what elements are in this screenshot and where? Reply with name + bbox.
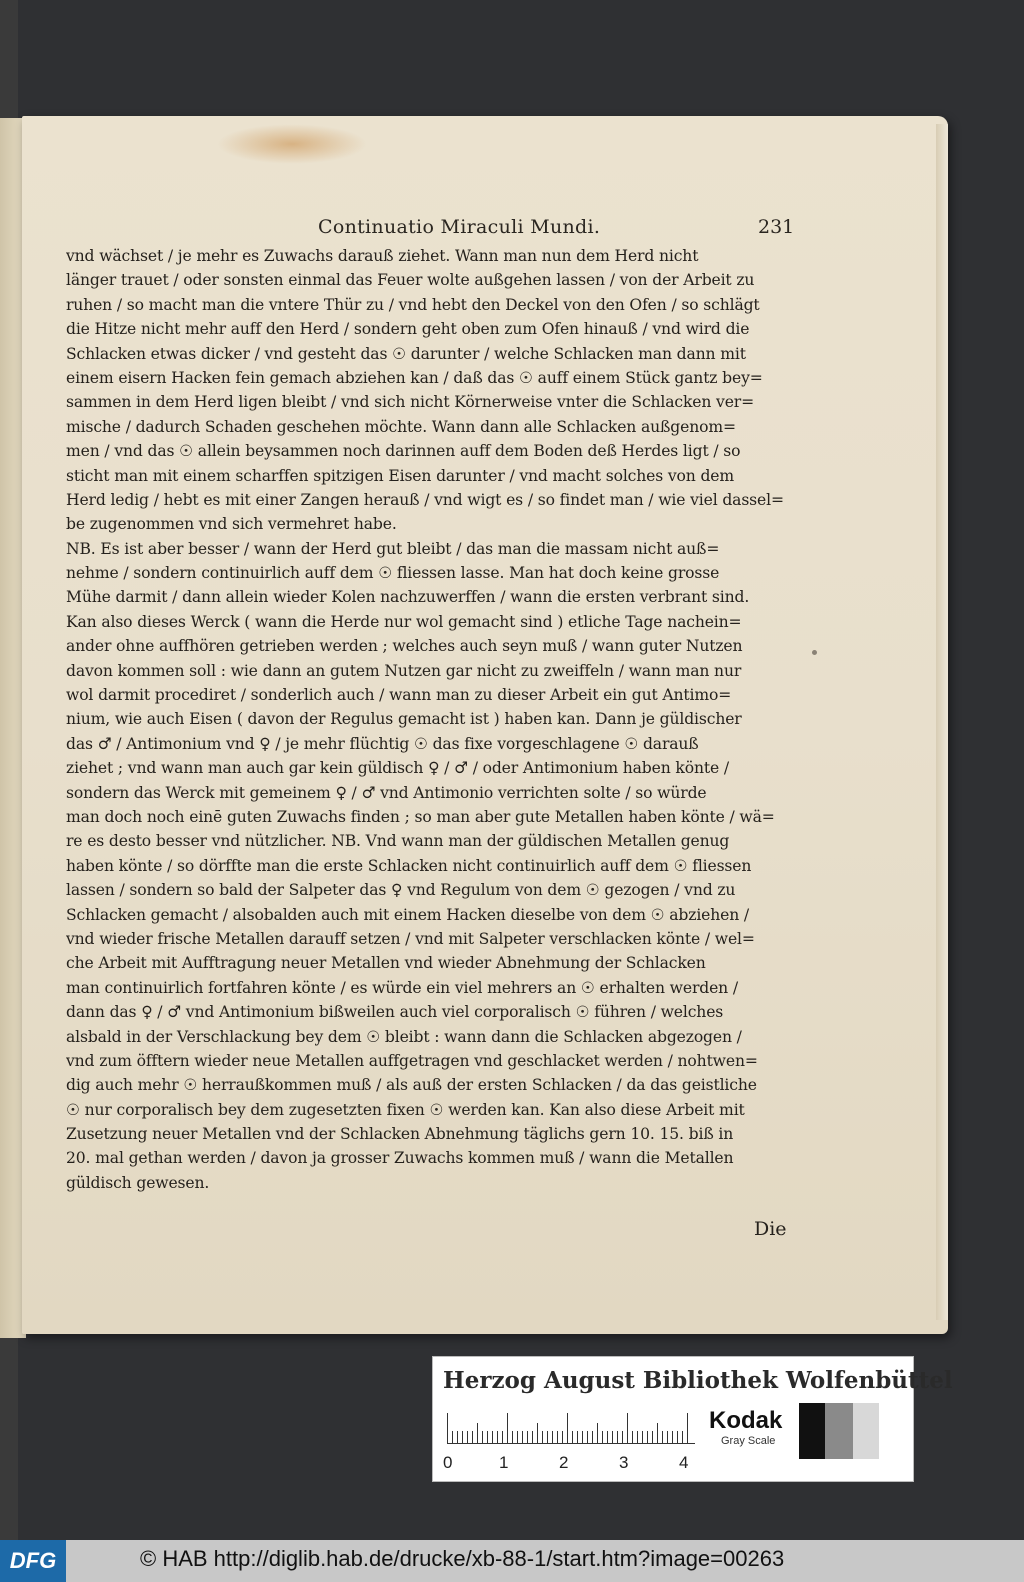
ruler-tick <box>517 1431 518 1443</box>
ruler-tick <box>672 1431 673 1443</box>
ruler-tick <box>507 1413 508 1443</box>
color-reference-card <box>432 1356 953 1482</box>
text-line: Schlacken etwas dicker / vnd gesteht das ☉ darunter / welche Schlacken man dann mit <box>66 344 746 363</box>
ruler-tick <box>547 1431 548 1443</box>
text-line: vnd zum öfftern wieder neue Metallen auffgetragen vnd geschlacket werden / nohtwen= <box>66 1051 758 1070</box>
text-line: men / vnd das ☉ allein beysammen noch darinnen auff dem Boden deß Herdes ligt / so <box>66 442 741 461</box>
text-line: man doch noch einē guten Zuwachs finden ; so man aber gute Metallen haben könte / wä= <box>66 807 775 826</box>
margin-dot <box>812 650 817 655</box>
text-line: Kan also dieses Werck ( wann die Herde nur wol gemacht sind ) etliche Tage nachein= <box>66 612 742 631</box>
gray-swatch-mid <box>825 1403 853 1459</box>
ruler-label-1: 1 <box>499 1453 509 1472</box>
text-line: alsbald in der Verschlackung bey dem ☉ bleibt : wann dann die Schlacken abgezogen / <box>66 1027 742 1046</box>
ruler-tick <box>592 1431 593 1443</box>
ruler-tick <box>682 1431 683 1443</box>
ruler-tick <box>492 1431 493 1443</box>
ruler-tick <box>587 1431 588 1443</box>
text-line: einem eisern Hacken fein gemach abziehen kan / daß das ☉ auff einem Stück gantz bey= <box>66 368 763 387</box>
text-line: ander ohne auffhören getrieben werden ; welches auch seyn muß / wann guter Nutzen <box>66 637 743 656</box>
text-line: re es desto besser vnd nützlicher. NB. Vnd wann man der güldischen Metallen genug <box>66 832 730 851</box>
catchword: Die <box>754 1218 787 1240</box>
ruler-scale <box>447 1413 695 1444</box>
text-line: güldisch gewesen. <box>66 1173 210 1192</box>
ruler-tick <box>627 1413 628 1443</box>
text-line: vnd wächset / je mehr es Zuwachs darauß ziehet. Wann man nun dem Herd nicht <box>66 247 699 265</box>
ruler-tick <box>632 1431 633 1443</box>
book-page <box>22 116 948 1334</box>
ruler-label-0: 0 <box>443 1453 453 1472</box>
footer-bar <box>0 1540 1024 1582</box>
ruler-tick <box>477 1423 478 1443</box>
water-stain <box>217 124 367 164</box>
ruler-tick <box>622 1431 623 1443</box>
ruler-tick <box>637 1431 638 1443</box>
text-line: das ♂ / Antimonium vnd ♀ / je mehr flüchtig ☉ das fixe vorgeschlagene ☉ darauß <box>66 734 699 753</box>
text-line: man continuirlich fortfahren könte / es würde ein viel mehrers an ☉ erhalten werden / <box>66 978 738 997</box>
ruler-tick <box>562 1431 563 1443</box>
text-line: davon kommen soll : wie dann an gutem Nutzen gar nicht zu zweiffeln / wann man nur <box>66 661 742 680</box>
copyright-url[interactable]: © HAB http://diglib.hab.de/drucke/xb-88-1/start.htm?image=00263 <box>140 1546 785 1571</box>
text-line: haben könte / so dörffte man die erste Schlacken nicht continuirlich auff dem ☉ fliessen <box>66 856 752 875</box>
text-line: lassen / sondern so bald der Salpeter das ♀ vnd Regulum von dem ☉ gezogen / vnd zu <box>66 881 736 900</box>
ruler-tick <box>447 1413 448 1443</box>
text-line: ☉ nur corporalisch bey dem zugesetzten fixen ☉ werden kan. Kan also diese Arbeit mit <box>66 1100 745 1119</box>
ruler-tick <box>687 1413 688 1443</box>
running-head: Continuatio Miraculi Mundi. <box>318 216 601 238</box>
body-text <box>66 244 826 1195</box>
gray-swatch-light <box>853 1403 879 1459</box>
ruler-label-4: 4 <box>679 1453 689 1472</box>
ruler-label-3: 3 <box>619 1453 629 1472</box>
text-line: länger trauet / oder sonsten einmal das Feuer wolte außgehen lassen / von der Arbeit zu <box>66 271 755 290</box>
text-line: vnd wieder frische Metallen darauff setzen / vnd mit Salpeter verschlacken könte / wel= <box>66 929 755 948</box>
text-line: che Arbeit mit Aufftragung neuer Metallen vnd wieder Abnehmung der Schlacken <box>66 954 706 973</box>
text-line: nehme / sondern continuirlich auff dem ☉ fliessen lasse. Man hat doch keine grosse <box>66 564 720 583</box>
ruler-tick <box>512 1431 513 1443</box>
dfg-logo: DFG <box>0 1540 66 1582</box>
text-line: nium, wie auch Eisen ( davon der Regulus gemacht ist ) haben kan. Dann je güldischer <box>66 710 742 729</box>
text-line: die Hitze nicht mehr auff den Herd / sondern geht oben zum Ofen hinauß / vnd wird die <box>66 320 750 339</box>
ruler-label-2: 2 <box>559 1453 569 1472</box>
ruler-tick <box>602 1431 603 1443</box>
text-line: be zugenommen vnd sich vermehret habe. <box>66 515 397 534</box>
text-line: mische / dadurch Schaden geschehen möchte. Wann dann alle Schlacken außgenom= <box>66 417 736 436</box>
text-line: NB. Es ist aber besser / wann der Herd gut bleibt / das man die massam nicht auß= <box>66 539 720 558</box>
ruler-tick <box>542 1431 543 1443</box>
ruler-tick <box>457 1431 458 1443</box>
ruler-tick <box>557 1431 558 1443</box>
text-line: dann das ♀ / ♂ vnd Antimonium bißweilen auch viel corporalisch ☉ führen / welches <box>66 1003 724 1022</box>
ruler-tick <box>552 1431 553 1443</box>
gray-swatch-black <box>799 1403 825 1459</box>
ruler-tick <box>527 1431 528 1443</box>
text-line: Herd ledig / hebt es mit einer Zangen herauß / vnd wigt es / so findet man / wie viel dassel= <box>66 490 784 509</box>
ruler-tick <box>582 1431 583 1443</box>
text-line: wol darmit procediret / sonderlich auch / wann man zu dieser Arbeit ein gut Antimo= <box>66 686 732 705</box>
page-number: 231 <box>758 216 795 238</box>
ruler-tick <box>462 1431 463 1443</box>
ruler-tick <box>482 1431 483 1443</box>
ruler-tick <box>667 1431 668 1443</box>
text-line: Mühe darmit / dann allein wieder Kolen nachzuwerffen / wann die ersten verbrant sind. <box>66 588 750 607</box>
ruler-tick <box>597 1423 598 1443</box>
gray-scale-label: Gray Scale <box>721 1435 776 1447</box>
ruler-tick <box>572 1431 573 1443</box>
ruler-tick <box>652 1431 653 1443</box>
ruler-tick <box>662 1431 663 1443</box>
ruler-tick <box>657 1423 658 1443</box>
text-line: ziehet ; vnd wann man auch gar kein güldisch ♀ / ♂ / oder Antimonium haben könte / <box>66 759 729 778</box>
ruler-tick <box>452 1431 453 1443</box>
text-line: sondern das Werck mit gemeinem ♀ / ♂ vnd Antimonio verrichten solte / so würde <box>66 783 707 802</box>
text-line: 20. mal gethan werden / davon ja grosser Zuwachs kommen muß / wann die Metallen <box>66 1149 734 1168</box>
text-line: ruhen / so macht man die vntere Thür zu / vnd hebt den Deckel von den Ofen / so schlägt <box>66 295 760 314</box>
ruler-tick <box>567 1413 568 1443</box>
ruler-tick <box>522 1431 523 1443</box>
text-line: Schlacken gemacht / alsobalden auch mit einem Hacken dieselbe von dem ☉ abziehen / <box>66 905 750 924</box>
ruler-tick <box>502 1431 503 1443</box>
text-line: Zusetzung neuer Metallen vnd der Schlacken Abnehmung täglichs gern 10. 15. biß in <box>66 1125 734 1144</box>
ruler-tick <box>642 1431 643 1443</box>
page-fore-edge <box>936 124 948 1320</box>
text-line: sammen in dem Herd ligen bleibt / vnd sich nicht Körnerweise vnter die Schlacken ver= <box>66 393 755 412</box>
ruler-tick <box>607 1431 608 1443</box>
ruler-tick <box>487 1431 488 1443</box>
text-line: sticht man mit einem scharffen spitzigen Eisen darunter / vnd macht solches von dem <box>66 466 735 485</box>
ruler-tick <box>467 1431 468 1443</box>
text-line: dig auch mehr ☉ herraußkommen muß / als auß der ersten Schlacken / da das geistliche <box>66 1076 757 1095</box>
ruler-tick <box>532 1431 533 1443</box>
ruler-tick <box>537 1423 538 1443</box>
ruler-tick <box>577 1431 578 1443</box>
ruler-tick <box>677 1431 678 1443</box>
kodak-logo: Kodak <box>709 1407 783 1434</box>
ruler-tick <box>472 1431 473 1443</box>
ruler-tick <box>617 1431 618 1443</box>
ruler-tick <box>497 1431 498 1443</box>
ruler-tick <box>647 1431 648 1443</box>
ruler-tick <box>612 1431 613 1443</box>
card-title: Herzog August Bibliothek Wolfenbüttel <box>443 1367 953 1394</box>
